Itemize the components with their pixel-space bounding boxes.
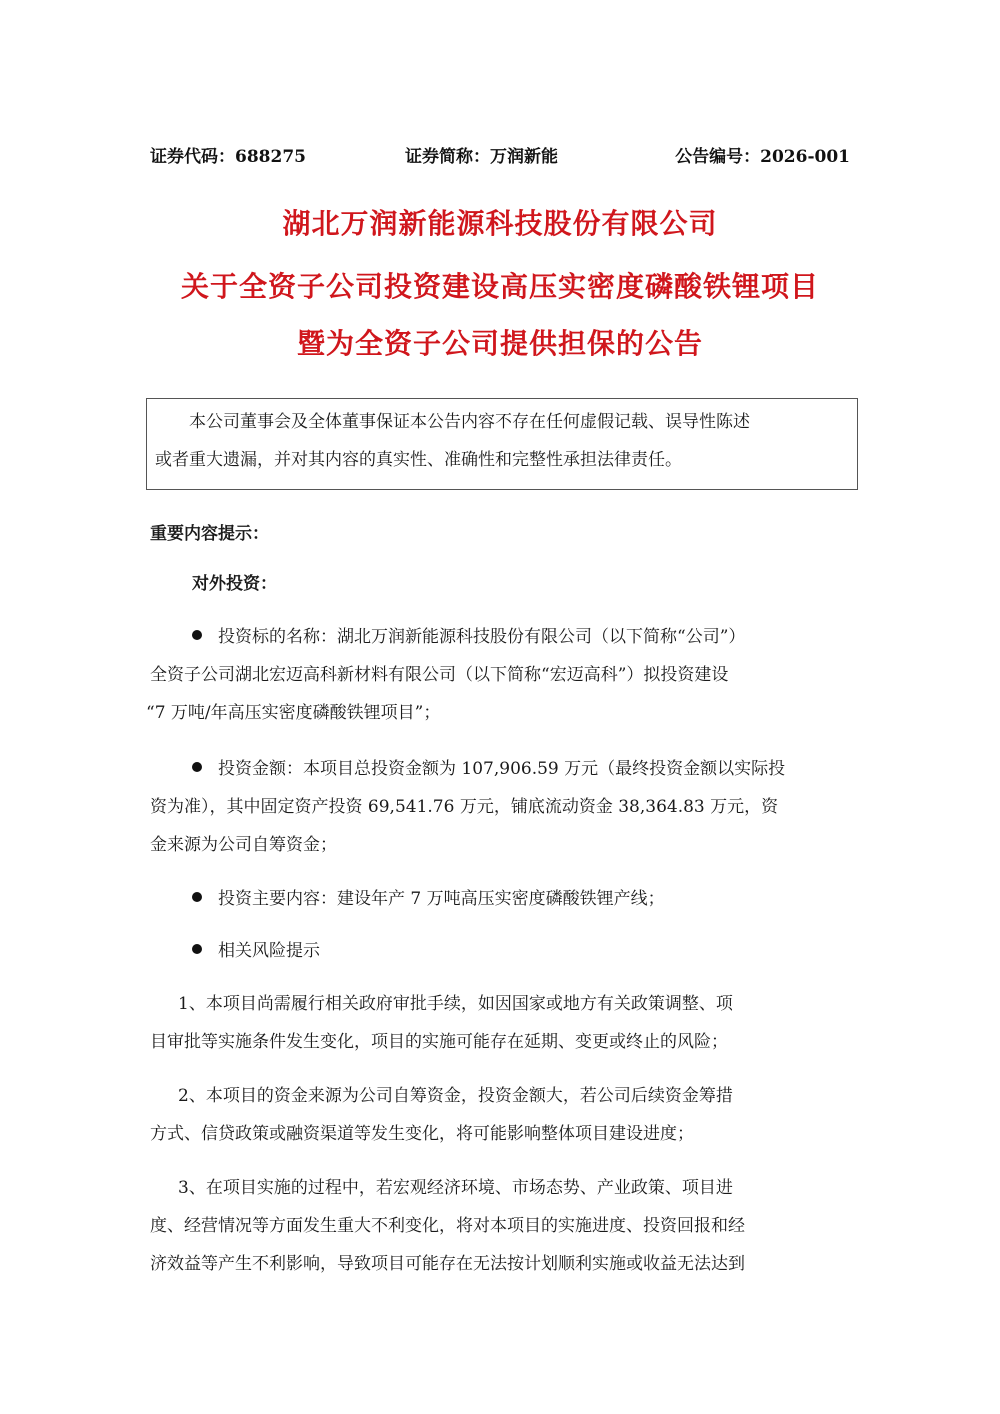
bullet-item-continuation: 资为准），其中固定资产投资 69,541.76 万元，铺底流动资金 38,364.83 万元，资 <box>150 797 779 817</box>
bullet-item-continuation: 金来源为公司自筹资金； <box>150 835 337 855</box>
bullet-item-continuation: 全资子公司湖北宏迈高科新材料有限公司（以下简称“宏迈高科”）拟投资建设 <box>150 665 729 685</box>
bullet-item: 投资金额：本项目总投资金额为 107,906.59 万元（最终投资金额以实际投 <box>192 759 892 779</box>
board-statement-box <box>146 398 858 490</box>
bullet-item: 相关风险提示 <box>192 941 892 961</box>
bullet-icon <box>192 630 202 640</box>
risk-item: 3、在项目实施的过程中，若宏观经济环境、市场态势、产业政策、项目进 <box>178 1178 733 1198</box>
risk-item: 1、本项目尚需履行相关政府审批手续，如因国家或地方有关政策调整、项 <box>178 994 733 1014</box>
title-line-2: 关于全资子公司投资建设高压实密度磷酸铁锂项目 <box>180 270 819 303</box>
risk-item-continuation: 济效益等产生不利影响，导致项目可能存在无法按计划顺利实施或收益无法达到 <box>150 1254 745 1274</box>
bullet-icon <box>192 944 202 954</box>
risk-item-continuation: 度、经营情况等方面发生重大不利变化，将对本项目的实施进度、投资回报和经 <box>150 1216 745 1236</box>
risk-item-continuation: 目审批等实施条件发生变化，项目的实施可能存在延期、变更或终止的风险； <box>150 1032 728 1052</box>
title-line-3: 暨为全资子公司提供担保的公告 <box>296 327 703 360</box>
bullet-icon <box>192 762 202 772</box>
section-heading: 重要内容提示： <box>150 524 269 544</box>
bullet-item: 投资标的名称：湖北万润新能源科技股份有限公司（以下简称“公司”） <box>192 627 892 647</box>
statement-line-1: 本公司董事会及全体董事保证本公告内容不存在任何虚假记载、误导性陈述 <box>189 412 750 432</box>
risk-item: 2、本项目的资金来源为公司自筹资金，投资金额大，若公司后续资金筹措 <box>178 1086 733 1106</box>
bullet-item-continuation: “7 万吨/年高压实密度磷酸铁锂项目”； <box>146 703 441 723</box>
bullet-icon <box>192 892 202 902</box>
notice-number: 公告编号：2026-001 <box>675 147 850 167</box>
document-header <box>150 142 850 168</box>
statement-line-2: 或者重大遗漏，并对其内容的真实性、准确性和完整性承担法律责任。 <box>155 450 682 470</box>
risk-item-continuation: 方式、信贷政策或融资渠道等发生变化，将可能影响整体项目建设进度； <box>150 1124 694 1144</box>
stock-code: 证券代码：688275 <box>150 147 306 167</box>
section-subheading: 对外投资： <box>192 574 277 594</box>
title-line-1: 湖北万润新能源科技股份有限公司 <box>282 207 718 240</box>
stock-abbreviation: 证券简称：万润新能 <box>405 147 558 167</box>
bullet-item: 投资主要内容：建设年产 7 万吨高压实密度磷酸铁锂产线； <box>192 889 892 909</box>
